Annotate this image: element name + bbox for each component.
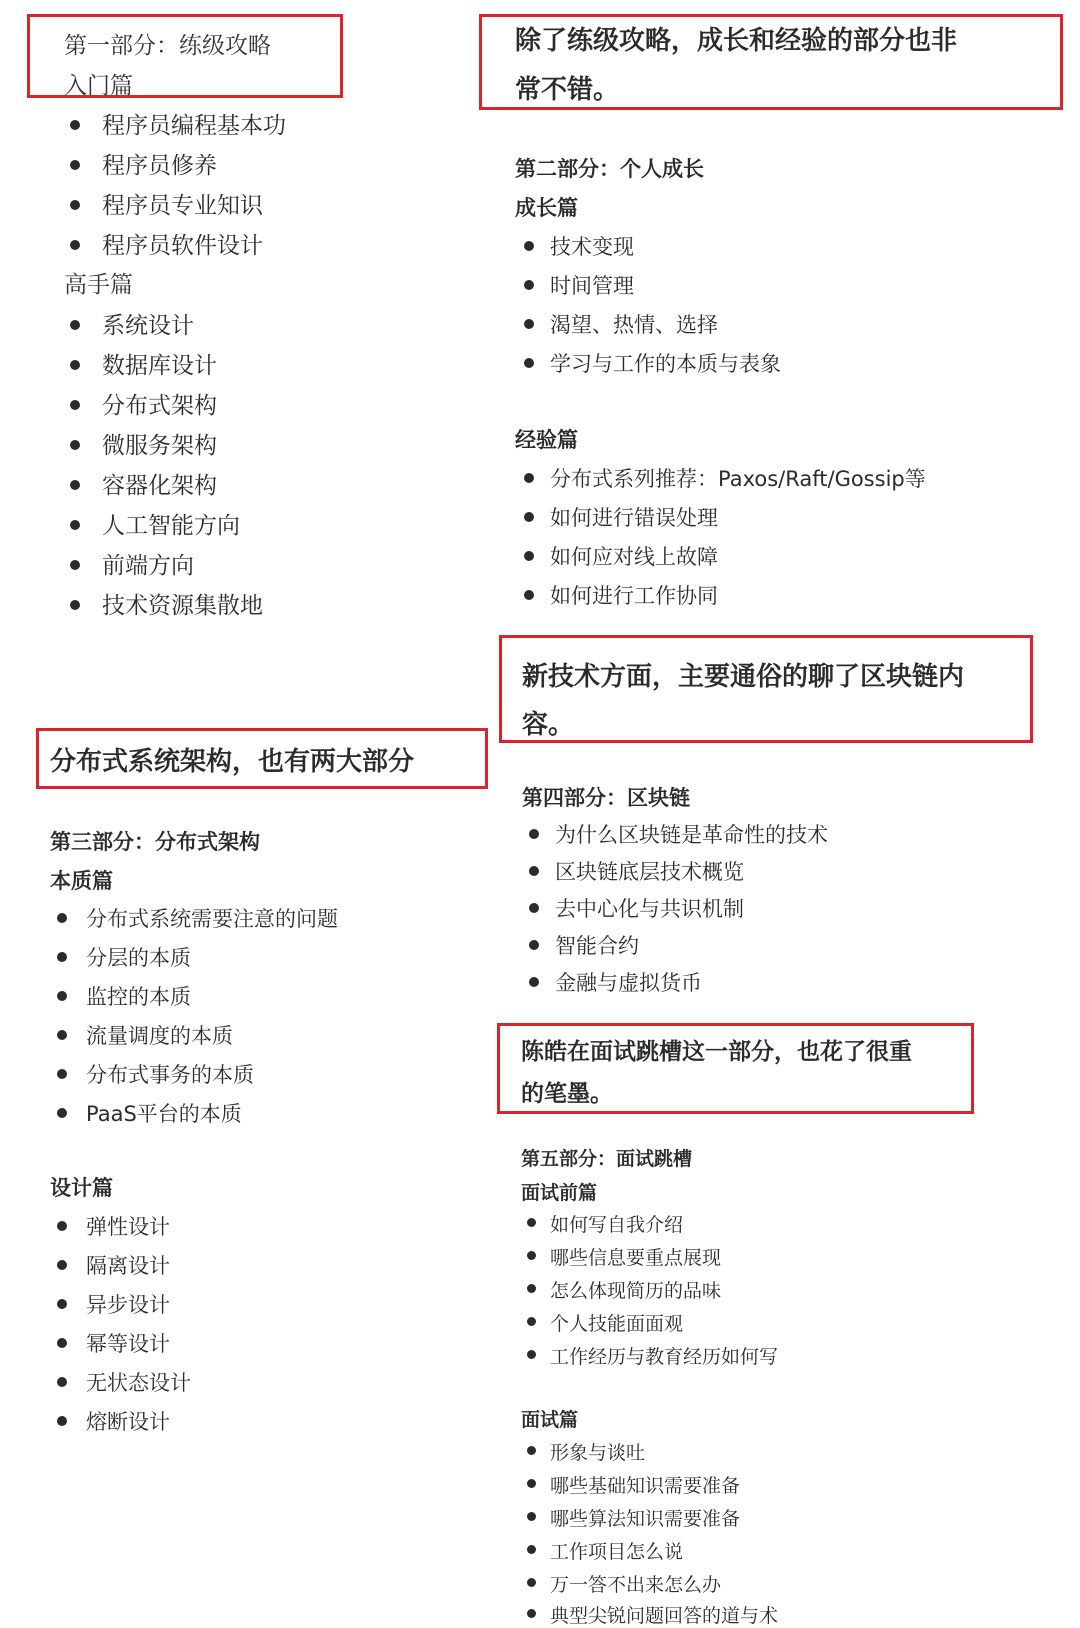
bullet-icon [57,991,67,1001]
list-item: 分布式系列推荐：Paxos/Raft/Gossip等 [550,467,926,491]
bullet-icon [57,1069,67,1079]
bullet-icon [57,1030,67,1040]
bullet-icon [524,241,534,251]
list-item: 幂等设计 [86,1332,170,1356]
part2-exp-label: 经验篇 [515,428,578,452]
bullet-icon [70,560,80,570]
bullet-icon [57,1260,67,1270]
list-item: 为什么区块链是革命性的技术 [555,823,828,847]
bullet-icon [70,120,80,130]
list-item: 技术资源集散地 [102,593,263,619]
bullet-icon [527,1284,536,1293]
list-item: 分布式系统需要注意的问题 [86,907,338,931]
list-item: 隔离设计 [86,1254,170,1278]
list-item: 异步设计 [86,1293,170,1317]
bullet-icon [70,480,80,490]
list-item: 系统设计 [102,313,194,339]
bullet-icon [524,551,534,561]
distributed-callout: 分布式系统架构，也有两大部分 [50,747,415,777]
bullet-icon [70,440,80,450]
list-item: 渴望、热情、选择 [550,313,718,337]
list-item: 如何写自我介绍 [550,1214,684,1236]
part4-title: 第四部分：区块链 [522,786,690,810]
part3-essence-label: 本质篇 [50,869,113,893]
bullet-icon [524,358,534,368]
list-item: 监控的本质 [86,985,191,1009]
bullet-icon [527,1251,536,1260]
bullet-icon [524,473,534,483]
list-item: 无状态设计 [86,1371,191,1395]
list-item: 程序员专业知识 [102,193,263,219]
list-item: 分布式事务的本质 [86,1063,254,1087]
bullet-icon [527,1446,536,1455]
list-item: 如何进行错误处理 [550,506,718,530]
list-item: 哪些信息要重点展现 [550,1247,722,1269]
bullet-icon [524,590,534,600]
list-item: 万一答不出来怎么办 [550,1574,722,1596]
part5-interview-label: 面试篇 [521,1409,579,1431]
tech-callout-line2: 容。 [522,710,575,740]
list-item: 程序员修养 [102,153,217,179]
bullet-icon [57,1221,67,1231]
growth-callout-line2: 常不错。 [515,75,620,105]
bullet-icon [57,913,67,923]
bullet-icon [529,940,539,950]
list-item: 智能合约 [555,934,639,958]
part3-title: 第三部分：分布式架构 [50,830,260,854]
part2-title: 第二部分：个人成长 [515,157,704,181]
bullet-icon [527,1317,536,1326]
list-item: 哪些基础知识需要准备 [550,1475,741,1497]
list-item: 容器化架构 [102,473,217,499]
bullet-icon [527,1350,536,1359]
list-item: 工作经历与教育经历如何写 [550,1346,779,1368]
bullet-icon [70,520,80,530]
bullet-icon [527,1479,536,1488]
part5-before-label: 面试前篇 [521,1182,598,1204]
list-item: 个人技能面面观 [550,1313,684,1335]
bullet-icon [524,319,534,329]
bullet-icon [70,240,80,250]
bullet-icon [70,160,80,170]
bullet-icon [524,280,534,290]
part2-growth-label: 成长篇 [515,196,578,220]
interview-callout-line2: 的笔墨。 [521,1081,613,1107]
list-item: 形象与谈吐 [550,1442,646,1464]
part5-title: 第五部分：面试跳槽 [521,1148,693,1170]
list-item: 微服务架构 [102,433,217,459]
list-item: 分布式架构 [102,393,217,419]
list-item: 人工智能方向 [102,513,240,539]
list-item: 熔断设计 [86,1410,170,1434]
bullet-icon [527,1218,536,1227]
part1-intro-label: 入门篇 [64,73,133,99]
part1-title: 第一部分：练级攻略 [64,33,271,59]
list-item: 学习与工作的本质与表象 [550,352,781,376]
list-item: 技术变现 [550,235,634,259]
bullet-icon [57,1416,67,1426]
bullet-icon [57,1338,67,1348]
bullet-icon [57,952,67,962]
list-item: 怎么体现简历的品味 [550,1280,722,1302]
bullet-icon [70,600,80,610]
bullet-icon [70,360,80,370]
bullet-icon [57,1377,67,1387]
list-item: 流量调度的本质 [86,1024,233,1048]
list-item: 区块链底层技术概览 [555,860,744,884]
part3-design-label: 设计篇 [50,1176,113,1200]
growth-callout-line1: 除了练级攻略，成长和经验的部分也非 [515,26,958,56]
bullet-icon [529,866,539,876]
bullet-icon [527,1578,536,1587]
list-item: 程序员编程基本功 [102,113,286,139]
bullet-icon [70,320,80,330]
bullet-icon [57,1108,67,1118]
bullet-icon [524,512,534,522]
list-item: 典型尖锐问题回答的道与术 [550,1605,779,1627]
list-item: 如何应对线上故障 [550,545,718,569]
list-item: 工作项目怎么说 [550,1541,684,1563]
bullet-icon [529,977,539,987]
list-item: 弹性设计 [86,1215,170,1239]
list-item: 如何进行工作协同 [550,584,718,608]
list-item: 数据库设计 [102,353,217,379]
bullet-icon [70,200,80,210]
list-item: 去中心化与共识机制 [555,897,744,921]
list-item: 金融与虚拟货币 [555,971,702,995]
list-item: 前端方向 [102,553,194,579]
list-item: 程序员软件设计 [102,233,263,259]
bullet-icon [529,903,539,913]
list-item: PaaS平台的本质 [86,1102,242,1126]
bullet-icon [527,1609,536,1618]
list-item: 哪些算法知识需要准备 [550,1508,741,1530]
bullet-icon [527,1512,536,1521]
bullet-icon [529,829,539,839]
tech-callout-line1: 新技术方面，主要通俗的聊了区块链内 [522,662,965,692]
bullet-icon [57,1299,67,1309]
list-item: 分层的本质 [86,946,191,970]
part1-expert-label: 高手篇 [64,272,133,298]
interview-callout-line1: 陈皓在面试跳槽这一部分，也花了很重 [521,1039,912,1065]
bullet-icon [70,400,80,410]
bullet-icon [527,1545,536,1554]
list-item: 时间管理 [550,274,634,298]
